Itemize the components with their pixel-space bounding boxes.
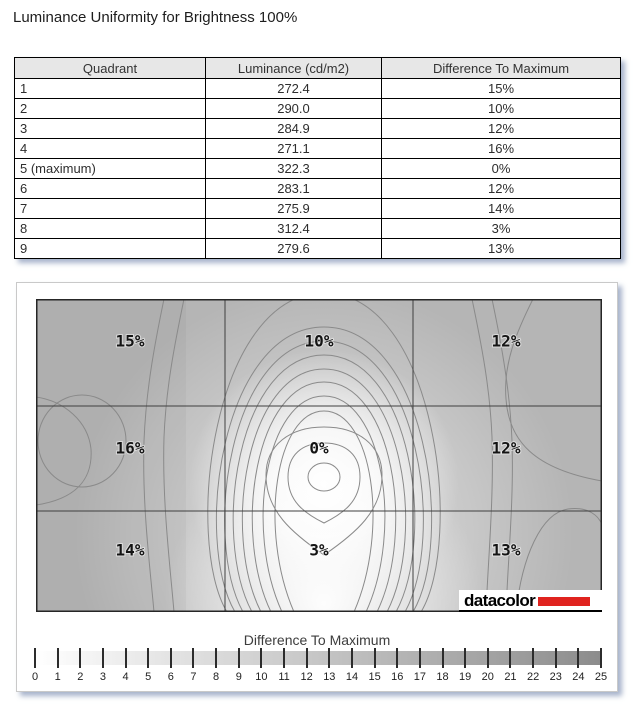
colorbar-tick-label: 4	[122, 671, 129, 683]
quadrant-cell: 5 (maximum)	[15, 159, 206, 179]
colorbar-tick-label: 14	[345, 671, 359, 683]
colorbar-tick	[260, 648, 262, 668]
colorbar-tick-label: 11	[278, 671, 290, 683]
colorbar-tick-label: 12	[300, 671, 313, 683]
table-body	[15, 79, 621, 259]
quadrant-cell: 2	[15, 99, 206, 119]
table-row	[15, 219, 621, 239]
colorbar-tick	[396, 648, 398, 668]
colorbar-tick	[125, 648, 127, 668]
table-row	[15, 199, 621, 219]
cell-label-q7: 14%	[115, 540, 145, 560]
luminance-table	[14, 57, 621, 259]
colorbar-tick-label: 3	[99, 671, 106, 683]
table-row	[15, 119, 621, 139]
difference-cell: 12%	[382, 119, 621, 139]
colorbar-tick	[577, 648, 579, 668]
colorbar-tick-label: 22	[526, 671, 540, 683]
colorbar-tick	[509, 648, 511, 668]
table-row	[15, 79, 621, 99]
colorbar-tick	[487, 648, 489, 668]
colorbar-title: Difference To Maximum	[243, 632, 391, 648]
cell-label-q6: 12%	[491, 438, 521, 458]
colorbar-tick	[532, 648, 534, 668]
difference-cell: 12%	[382, 179, 621, 199]
colorbar-tick	[57, 648, 59, 668]
luminance-cell: 275.9	[206, 199, 382, 219]
colorbar-tick-label: 5	[145, 671, 152, 683]
colorbar-tick-label: 2	[77, 671, 84, 683]
colorbar-tick	[170, 648, 172, 668]
colorbar-tick-label: 21	[504, 671, 517, 683]
luminance-cell: 272.4	[206, 79, 382, 99]
colorbar-tick-label: 24	[572, 671, 585, 683]
luminance-cell: 290.0	[206, 99, 382, 119]
colorbar-tick	[215, 648, 217, 668]
cell-label-q5: 0%	[309, 438, 329, 458]
colorbar-tick-label: 18	[436, 671, 449, 683]
colorbar-tick-label: 7	[190, 671, 197, 683]
table-row	[15, 159, 621, 179]
difference-cell: 14%	[382, 199, 621, 219]
colorbar-tick	[79, 648, 81, 668]
colorbar-tick-label: 6	[167, 671, 174, 683]
colorbar-tick-label: 17	[413, 671, 426, 683]
difference-cell: 10%	[382, 99, 621, 119]
uniformity-plot	[16, 282, 618, 692]
colorbar-tick-label: 23	[549, 671, 562, 683]
cell-label-q3: 12%	[491, 331, 521, 351]
quadrant-cell: 8	[15, 219, 206, 239]
page-title: Luminance Uniformity for Brightness 100%	[13, 9, 298, 26]
table-row	[15, 139, 621, 159]
quadrant-cell: 6	[15, 179, 206, 199]
cell-label-q4: 16%	[115, 438, 145, 458]
col-header-quadrant: Quadrant	[15, 58, 206, 79]
colorbar-tick-label: 10	[255, 671, 268, 683]
colorbar-tick-label: 15	[368, 671, 381, 683]
colorbar-tick-label: 25	[594, 671, 608, 683]
colorbar-tick-label: 9	[235, 671, 242, 683]
quadrant-cell: 1	[15, 79, 206, 99]
table-header-row	[15, 58, 621, 79]
colorbar-tick	[238, 648, 240, 668]
quadrant-cell: 3	[15, 119, 206, 139]
difference-cell: 0%	[382, 159, 621, 179]
colorbar-tick	[306, 648, 308, 668]
colorbar-tick-label: 13	[323, 671, 336, 683]
cell-label-q9: 13%	[491, 540, 521, 560]
colorbar-tick-label: 8	[213, 671, 220, 683]
colorbar-tick-label: 19	[459, 671, 472, 683]
quadrant-cell: 4	[15, 139, 206, 159]
luminance-cell: 279.6	[206, 239, 382, 259]
cell-label-q8: 3%	[309, 540, 329, 560]
colorbar-tick-label: 20	[481, 671, 494, 683]
luminance-cell: 271.1	[206, 139, 382, 159]
table-row	[15, 239, 621, 259]
colorbar-tick	[442, 648, 444, 668]
colorbar-tick	[555, 648, 557, 668]
colorbar-tick	[374, 648, 376, 668]
difference-cell: 15%	[382, 79, 621, 99]
quadrant-cell: 7	[15, 199, 206, 219]
col-header-luminance: Luminance (cd/m2)	[206, 58, 382, 79]
colorbar-tick	[192, 648, 194, 668]
difference-cell: 3%	[382, 219, 621, 239]
colorbar-tick-label: 1	[54, 671, 61, 683]
cell-label-q2: 10%	[304, 331, 334, 351]
luminance-cell: 322.3	[206, 159, 382, 179]
luminance-cell: 283.1	[206, 179, 382, 199]
table-row	[15, 99, 621, 119]
colorbar-tick-label: 0	[31, 671, 39, 683]
difference-cell: 13%	[382, 239, 621, 259]
table-row	[15, 179, 621, 199]
colorbar-tick	[351, 648, 353, 668]
luminance-cell: 284.9	[206, 119, 382, 139]
colorbar-tick	[419, 648, 421, 668]
col-header-difference: Difference To Maximum	[382, 58, 621, 79]
colorbar-tick	[328, 648, 330, 668]
luminance-cell: 312.4	[206, 219, 382, 239]
quadrant-cell: 9	[15, 239, 206, 259]
datacolor-logo-text: datacolor	[464, 590, 536, 610]
colorbar-tick	[147, 648, 149, 668]
colorbar-tick	[464, 648, 466, 668]
cell-label-q1: 15%	[115, 331, 145, 351]
colorbar-tick	[34, 648, 36, 668]
colorbar-tick	[102, 648, 104, 668]
colorbar-ticks	[17, 283, 617, 691]
difference-cell: 16%	[382, 139, 621, 159]
colorbar-tick-label: 16	[391, 671, 404, 683]
colorbar-tick	[600, 648, 602, 668]
colorbar-tick	[283, 648, 285, 668]
